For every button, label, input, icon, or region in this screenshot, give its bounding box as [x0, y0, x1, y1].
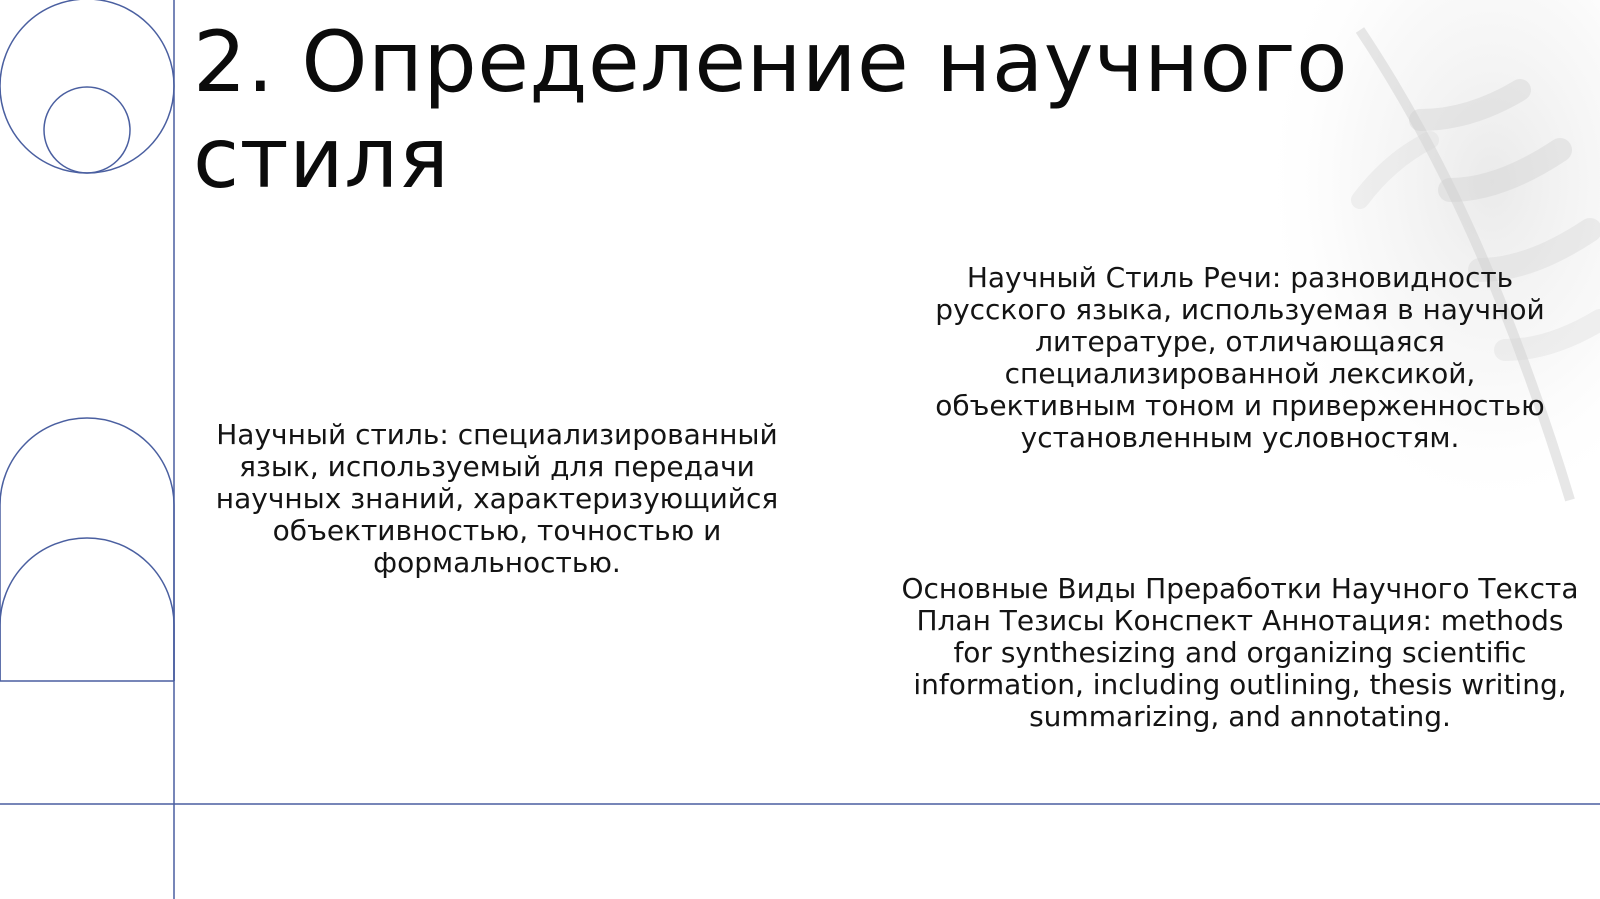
scientific-style-definition-text: Научный стиль: специализированный язык, используемый для передачи научных знаний, характеризующийся объективностью, точностью и формальностью.	[215, 418, 779, 579]
scientific-speech-style-text: Научный Стиль Речи: разновидность русского языка, используемая в научной литературе, отличающаяся специализированной лексикой, объективным тоном и приверженностью установленным условностям.	[935, 261, 1545, 454]
text-processing-types-text: Основные Виды Преработки Научного Текста План Тезисы Конспект Аннотация: methods for synthesizing and organizing scientific information, including outlining, thesis writing, summarizing, and annotating.	[901, 572, 1579, 733]
slide-title: 2. Определение научного стиля	[193, 13, 1348, 207]
